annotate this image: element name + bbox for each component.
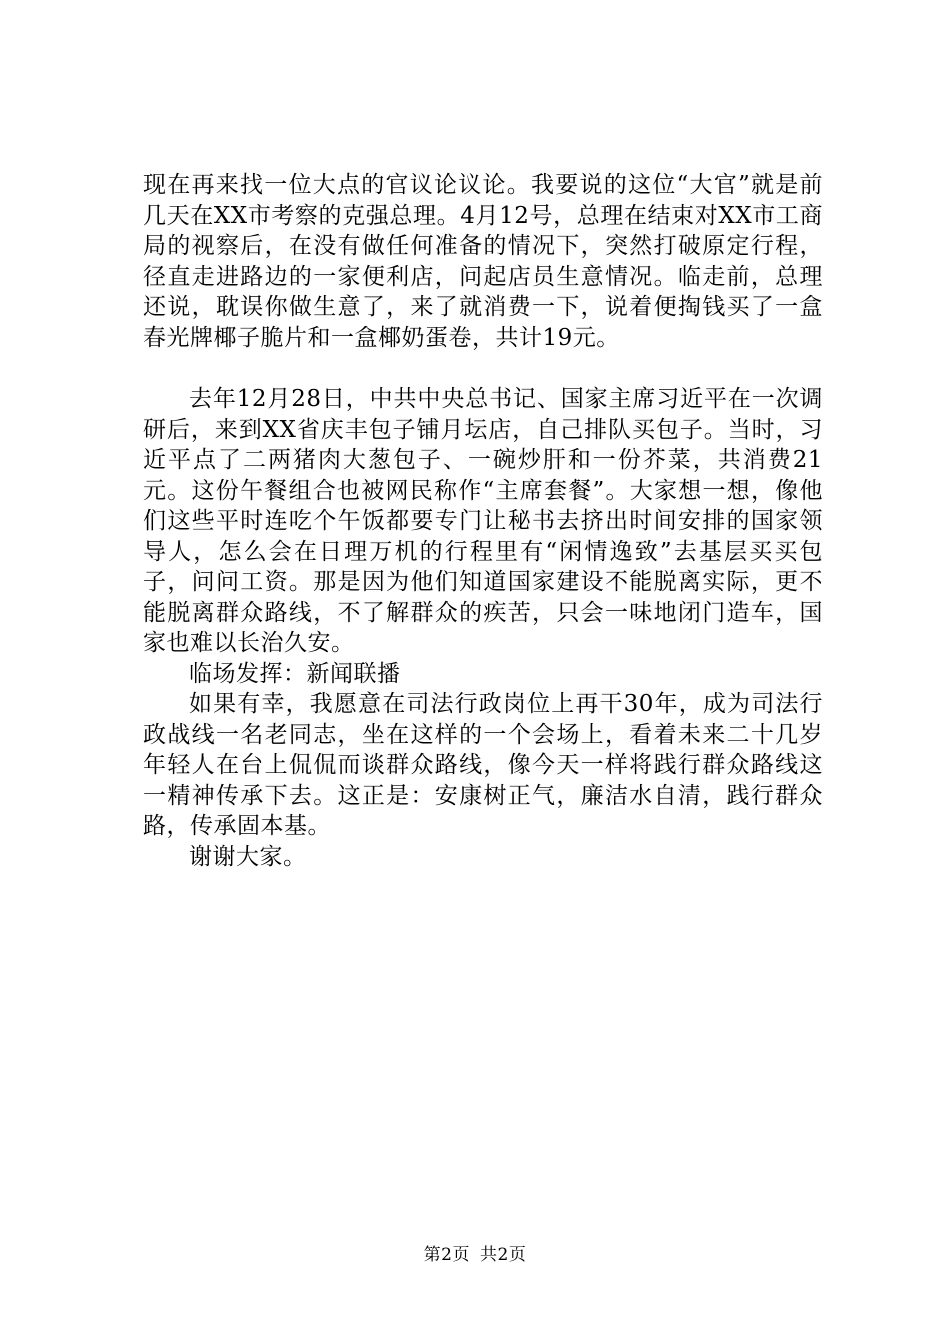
paragraph-president-visit: 去年12月28日，中共中央总书记、国家主席习近平在一次调研后，来到XX省庆丰包子铺月坛店，自己排队买包子。当时，习近平点了二两猪肉大葱包子、一碗炒肝和一份芥菜，共消费21元。这份午餐组合也被网民称作“主席套餐”。大家想一想，像他们这些平时连吃个午饭都要专门让秘书去挤出时间安排的国家领导人，怎么会在日理万机的行程里有“闲情逸致”去基层买买包子，问问工资。那是因为他们知道国家建设不能脱离实际，更不能脱离群众路线，不了解群众的疾苦，只会一味地闭门造车，国家也难以长治久安。 — [143, 386, 823, 656]
paragraph-premier-visit: 现在再来找一位大点的官议论议论。我要说的这位“大官”就是前几天在XX市考察的克强总理。4月12号，总理在结束对XX市工商局的视察后，在没有做任何准备的情况下，突然打破原定行程，径直走进路边的一家便利店，问起店员生意情况。临走前，总理还说，耽误你做生意了，来了就消费一下，说着便掏钱买了一盒春光牌椰子脆片和一盒椰奶蛋卷，共计19元。 — [143, 172, 823, 351]
document-body — [143, 170, 823, 872]
paragraph-gap — [143, 353, 823, 384]
page-total: 共2页 — [480, 1245, 527, 1265]
paragraph-thanks: 谢谢大家。 — [189, 843, 307, 870]
paragraph-closing-wish: 如果有幸，我愿意在司法行政岗位上再干30年，成为司法行政战线一名老同志，坐在这样的一个会场上，看着未来二十几岁年轻人在台上侃侃而谈群众路线，像今天一样将践行群众路线这一精神传承下去。这正是：安康树正气，廉洁水自清，践行群众路，传承固本基。 — [143, 691, 823, 839]
paragraph-improvisation-heading: 临场发挥：新闻联播 — [189, 660, 401, 687]
page-footer — [0, 1244, 950, 1266]
page-number: 第2页 — [423, 1245, 470, 1265]
